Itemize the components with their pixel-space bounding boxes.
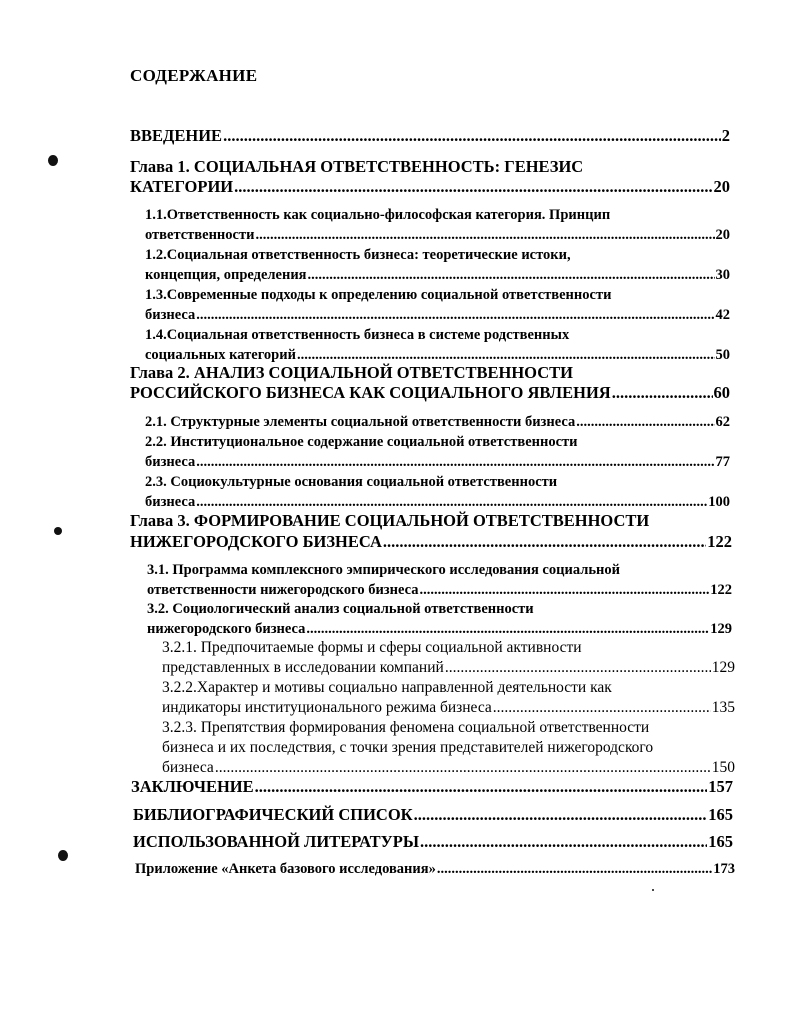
toc-subsection-3-2-3-line-2[interactable]: бизнеса и их последствия, с точки зрения представителей нижегородского	[162, 739, 654, 756]
toc-section-3-2[interactable]: нижегородского бизнеса ..... 129	[147, 619, 732, 639]
scan-speck	[58, 850, 68, 861]
toc-chapter-2-line-1[interactable]: Глава 2. АНАЛИЗ СОЦИАЛЬНОЙ ОТВЕТСТВЕННОСТИ	[130, 363, 573, 382]
toc-section-3-2-line-1[interactable]: 3.2. Социологический анализ социальной ответственности	[147, 601, 534, 617]
toc-page-number: 2	[721, 126, 730, 145]
toc-section-1-4-line-1[interactable]: 1.4.Социальная ответственность бизнеса в системе родственных	[145, 327, 570, 343]
toc-section-2-2[interactable]: бизнеса ..... 77	[145, 452, 730, 472]
toc-section-2-3-line-1[interactable]: 2.3. Социокультурные основания социальной ответственности	[145, 474, 558, 490]
toc-section-1-4[interactable]: социальных категорий ..... 50	[145, 345, 730, 365]
toc-entry-literature[interactable]: ИСПОЛЬЗОВАННОЙ ЛИТЕРАТУРЫ ..... 165	[133, 832, 733, 852]
toc-subsection-3-2-1[interactable]: представленных в исследовании компаний ..... 129	[162, 658, 735, 678]
toc-section-1-3-line-1[interactable]: 1.3.Современные подходы к определению социальной ответственности	[145, 287, 612, 303]
toc-chapter-1-line-1[interactable]: Глава 1. СОЦИАЛЬНАЯ ОТВЕТСТВЕННОСТЬ: ГЕНЕЗИС	[130, 157, 584, 176]
toc-entry-conclusion[interactable]: ЗАКЛЮЧЕНИЕ ..... 157	[131, 777, 733, 797]
toc-section-1-2[interactable]: концепция, определения ..... 30	[145, 265, 730, 285]
toc-section-2-2-line-1[interactable]: 2.2. Институциональное содержание социальной ответственности	[145, 434, 578, 450]
toc-subsection-3-2-3[interactable]: бизнеса ..... 150	[162, 758, 735, 778]
toc-subsection-3-2-2-line-1[interactable]: 3.2.2.Характер и мотивы социально направленной деятельности как	[162, 679, 612, 696]
scan-speck	[54, 527, 62, 535]
toc-page-number: 20	[713, 177, 730, 196]
toc-chapter-3-line-1[interactable]: Глава 3. ФОРМИРОВАНИЕ СОЦИАЛЬНОЙ ОТВЕТСТВЕННОСТИ	[130, 511, 650, 530]
toc-subsection-3-2-3-line-1[interactable]: 3.2.3. Препятствия формирования феномена социальной ответственности	[162, 719, 650, 736]
toc-chapter-2[interactable]: РОССИЙСКОГО БИЗНЕСА КАК СОЦИАЛЬНОГО ЯВЛЕНИЯ ..... 60	[130, 383, 730, 403]
toc-section-3-1[interactable]: ответственности нижегородского бизнеса ..... 122	[147, 580, 732, 600]
scan-speck	[652, 889, 654, 891]
toc-entry-bibliography[interactable]: БИБЛИОГРАФИЧЕСКИЙ СПИСОК ..... 165	[133, 805, 733, 825]
scan-speck	[48, 155, 58, 166]
toc-section-1-1-line-1[interactable]: 1.1.Ответственность как социально-философская категория. Принцип	[145, 207, 611, 223]
page-title: СОДЕРЖАНИЕ	[130, 66, 258, 85]
toc-chapter-1[interactable]: КАТЕГОРИИ ..... 20	[130, 177, 730, 197]
toc-entry-text: ВВЕДЕНИЕ	[130, 126, 223, 145]
toc-section-1-2-line-1[interactable]: 1.2.Социальная ответственность бизнеса: теоретические истоки,	[145, 247, 571, 263]
toc-subsection-3-2-2[interactable]: индикаторы институционального режима бизнеса ..... 135	[162, 698, 735, 718]
toc-subsection-3-2-1-line-1[interactable]: 3.2.1. Предпочитаемые формы и сферы социальной активности	[162, 639, 582, 656]
toc-section-3-1-line-1[interactable]: 3.1. Программа комплексного эмпирического исследования социальной	[147, 562, 620, 578]
toc-section-1-1[interactable]: ответственности ..... 20	[145, 225, 730, 245]
toc-entry-appendix[interactable]: Приложение «Анкета базового исследования» ..... 173	[135, 859, 735, 879]
toc-section-1-3[interactable]: бизнеса ..... 42	[145, 305, 730, 325]
toc-section-2-1[interactable]: 2.1. Структурные элементы социальной ответственности бизнеса ..... 62	[145, 412, 730, 432]
toc-entry-introduction[interactable]	[130, 126, 730, 146]
dot-leader	[223, 126, 721, 146]
toc-chapter-3[interactable]: НИЖЕГОРОДСКОГО БИЗНЕСА ..... 122	[130, 532, 732, 552]
toc-section-2-3[interactable]: бизнеса ..... 100	[145, 492, 730, 512]
